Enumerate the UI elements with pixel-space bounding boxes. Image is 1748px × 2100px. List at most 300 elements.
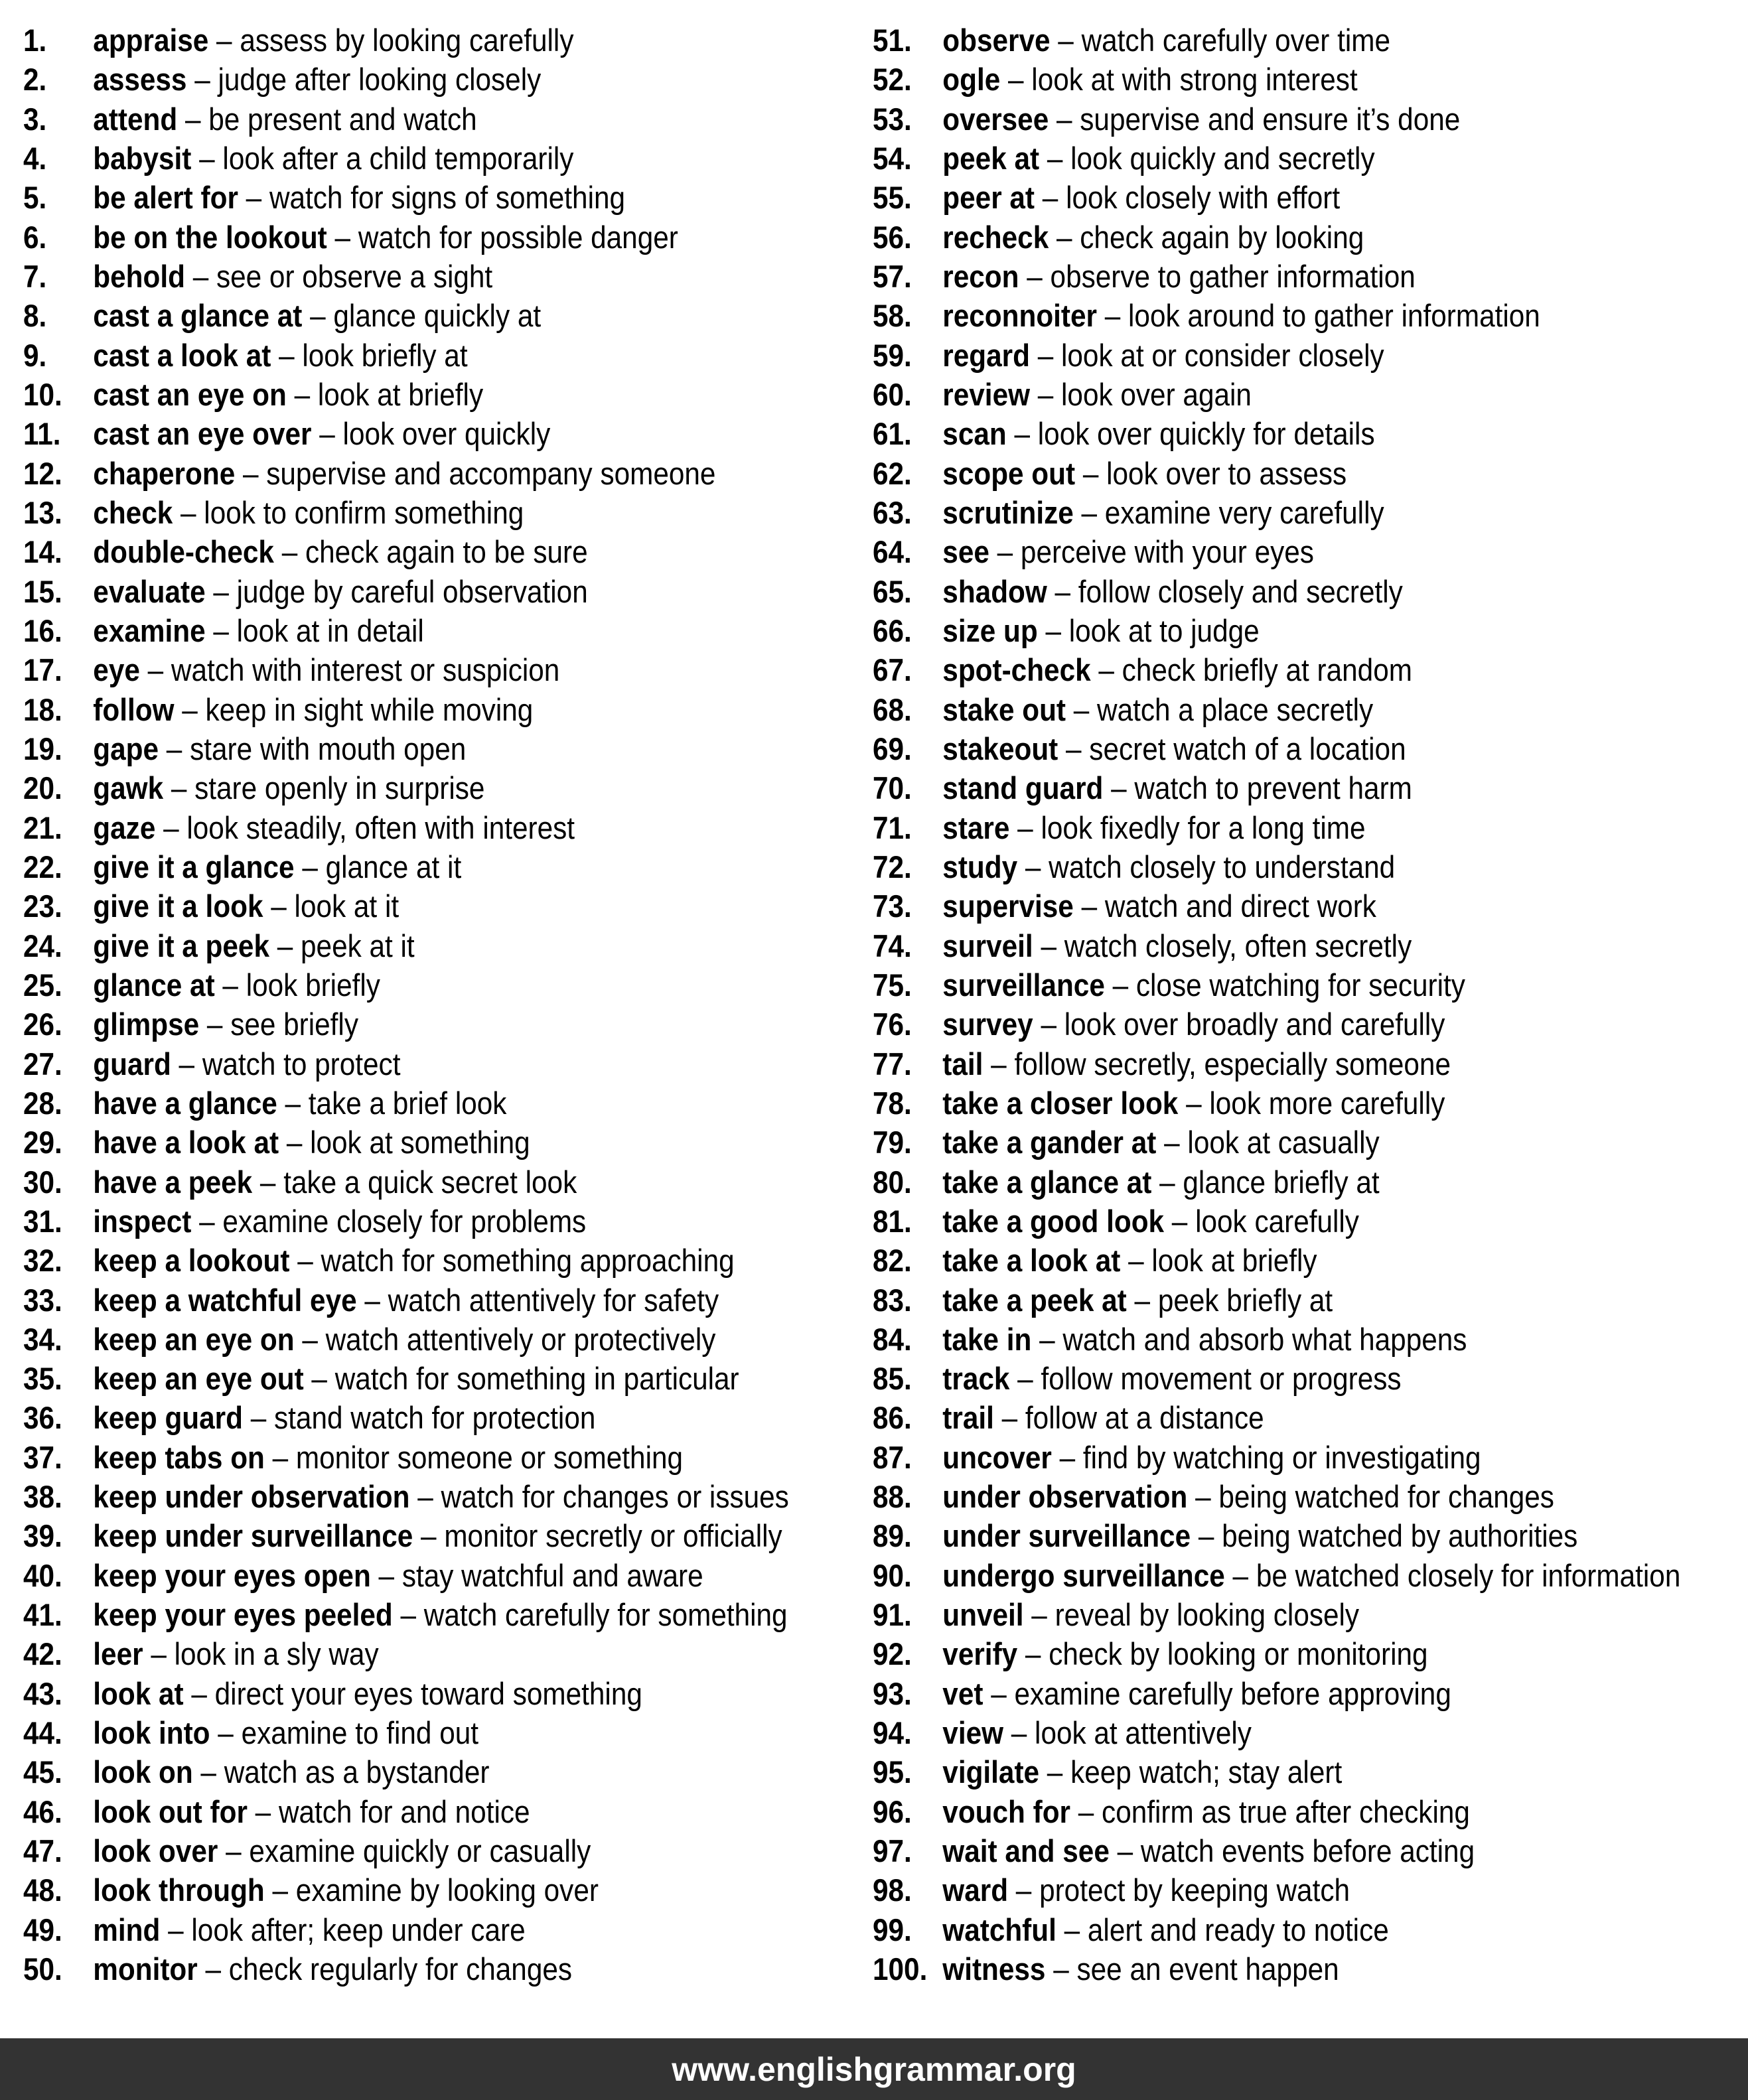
item-term: shadow bbox=[942, 573, 1047, 609]
item-definition: look over broadly and carefully bbox=[1064, 1007, 1445, 1042]
item-separator: – bbox=[1073, 888, 1105, 924]
item-term: track bbox=[942, 1361, 1010, 1397]
item-body bbox=[93, 808, 575, 847]
item-separator: – bbox=[177, 101, 209, 137]
list-item bbox=[23, 1202, 873, 1241]
item-term: give it a peek bbox=[93, 928, 269, 963]
item-term: appraise bbox=[93, 23, 209, 58]
item-separator: – bbox=[1058, 731, 1090, 766]
item-term: regard bbox=[942, 337, 1030, 373]
item-definition: be present and watch bbox=[208, 101, 477, 137]
item-separator: – bbox=[983, 1675, 1015, 1711]
word-list-column-left-inner bbox=[23, 21, 873, 1989]
item-term: observe bbox=[942, 23, 1051, 58]
item-separator: – bbox=[210, 1715, 242, 1751]
item-separator: – bbox=[1009, 809, 1041, 845]
item-definition: check again to be sure bbox=[305, 534, 588, 570]
item-term: babysit bbox=[93, 140, 192, 176]
item-separator: – bbox=[192, 1754, 224, 1790]
list-item bbox=[873, 336, 1748, 375]
list-item bbox=[873, 650, 1748, 689]
item-body bbox=[93, 493, 524, 532]
item-number: 53. bbox=[873, 101, 912, 137]
item-body bbox=[93, 1634, 378, 1673]
item-separator: – bbox=[186, 62, 218, 98]
item-definition: look over quickly for details bbox=[1037, 416, 1375, 452]
item-definition: being watched by authorities bbox=[1222, 1518, 1578, 1554]
list-item bbox=[873, 1241, 1748, 1280]
item-number: 43. bbox=[23, 1675, 62, 1711]
item-term: eye bbox=[93, 652, 140, 688]
item-number: 49. bbox=[23, 1912, 62, 1947]
item-body bbox=[942, 139, 1374, 178]
item-separator: – bbox=[242, 1400, 275, 1436]
item-number: 9. bbox=[23, 337, 47, 373]
item-definition: perceive with your eyes bbox=[1020, 534, 1314, 570]
item-separator: – bbox=[191, 140, 223, 176]
item-body bbox=[93, 1752, 489, 1791]
item-definition: watch closely, often secretly bbox=[1064, 928, 1412, 963]
item-separator: – bbox=[409, 1479, 441, 1515]
item-body bbox=[942, 1556, 1680, 1595]
item-body bbox=[93, 1084, 506, 1123]
item-term: recheck bbox=[942, 219, 1049, 255]
item-term: recon bbox=[942, 258, 1019, 294]
item-body bbox=[93, 1792, 530, 1831]
item-definition: watch events before acting bbox=[1140, 1833, 1475, 1869]
item-definition: check again by looking bbox=[1080, 219, 1364, 255]
item-separator: – bbox=[370, 1557, 402, 1593]
item-number: 24. bbox=[23, 928, 62, 963]
item-number: 68. bbox=[873, 691, 912, 727]
item-term: peek at bbox=[942, 140, 1040, 176]
item-term: be on the lookout bbox=[93, 219, 327, 255]
item-definition: look at something bbox=[310, 1125, 530, 1160]
item-body bbox=[942, 1359, 1401, 1398]
item-term: surveillance bbox=[942, 967, 1105, 1003]
item-separator: – bbox=[392, 1597, 424, 1633]
item-number: 36. bbox=[23, 1400, 62, 1436]
item-term: examine bbox=[93, 612, 206, 648]
item-body bbox=[93, 611, 424, 650]
item-number: 38. bbox=[23, 1479, 62, 1515]
item-body bbox=[942, 336, 1384, 375]
item-separator: – bbox=[1008, 1872, 1040, 1908]
item-separator: – bbox=[218, 1833, 250, 1869]
list-item bbox=[23, 1241, 873, 1280]
item-number: 37. bbox=[23, 1439, 62, 1475]
list-item bbox=[873, 257, 1748, 296]
list-item bbox=[23, 572, 873, 611]
item-term: spot-check bbox=[942, 652, 1091, 688]
item-body bbox=[93, 336, 467, 375]
item-number: 94. bbox=[873, 1715, 912, 1751]
item-separator: – bbox=[155, 809, 187, 845]
item-number: 5. bbox=[23, 180, 47, 216]
item-separator: – bbox=[1023, 1597, 1055, 1633]
item-definition: look at attentively bbox=[1035, 1715, 1252, 1751]
item-separator: – bbox=[1000, 62, 1032, 98]
item-term: keep a watchful eye bbox=[93, 1282, 357, 1318]
item-separator: – bbox=[235, 455, 267, 491]
item-number: 18. bbox=[23, 691, 62, 727]
item-definition: look at or consider closely bbox=[1060, 337, 1384, 373]
item-definition: watch carefully over time bbox=[1081, 23, 1391, 58]
item-number: 83. bbox=[873, 1282, 912, 1318]
item-definition: look over again bbox=[1061, 376, 1252, 412]
item-definition: reveal by looking closely bbox=[1055, 1597, 1360, 1633]
item-definition: confirm as true after checking bbox=[1102, 1793, 1470, 1829]
item-separator: – bbox=[1151, 1164, 1183, 1200]
list-item bbox=[873, 1831, 1748, 1870]
item-body bbox=[93, 847, 461, 886]
item-definition: watch for signs of something bbox=[269, 180, 626, 216]
item-number: 89. bbox=[873, 1518, 912, 1554]
item-term: cast an eye on bbox=[93, 376, 287, 412]
item-body bbox=[942, 296, 1540, 335]
item-body bbox=[942, 808, 1365, 847]
item-definition: look to confirm something bbox=[204, 494, 524, 530]
item-number: 63. bbox=[873, 494, 912, 530]
item-separator: – bbox=[1126, 1282, 1158, 1318]
item-body bbox=[942, 847, 1395, 886]
list-item bbox=[23, 296, 873, 335]
item-separator: – bbox=[286, 376, 318, 412]
item-term: take in bbox=[942, 1321, 1032, 1357]
list-item bbox=[873, 1870, 1748, 1910]
list-item bbox=[23, 1870, 873, 1910]
item-term: glance at bbox=[93, 967, 215, 1003]
list-item bbox=[873, 532, 1748, 571]
item-term: view bbox=[942, 1715, 1004, 1751]
item-number: 10. bbox=[23, 376, 62, 412]
list-item bbox=[873, 218, 1748, 257]
list-item bbox=[873, 139, 1748, 178]
item-number: 84. bbox=[873, 1321, 912, 1357]
list-item bbox=[23, 650, 873, 689]
item-definition: look at to judge bbox=[1068, 612, 1260, 648]
item-definition: watch to protect bbox=[202, 1046, 401, 1082]
item-number: 81. bbox=[873, 1203, 912, 1239]
list-item bbox=[873, 375, 1748, 414]
item-term: have a look at bbox=[93, 1125, 279, 1160]
item-term: chaperone bbox=[93, 455, 236, 491]
item-term: gawk bbox=[93, 770, 164, 806]
item-number: 61. bbox=[873, 416, 912, 452]
item-term: stake out bbox=[942, 691, 1066, 727]
item-definition: supervise and ensure it’s done bbox=[1080, 101, 1461, 137]
list-item bbox=[23, 690, 873, 729]
item-separator: – bbox=[1224, 1557, 1256, 1593]
item-body bbox=[93, 1005, 358, 1044]
item-number: 69. bbox=[873, 731, 912, 766]
item-body bbox=[93, 572, 587, 611]
item-number: 75. bbox=[873, 967, 912, 1003]
item-number: 64. bbox=[873, 534, 912, 570]
item-definition: being watched for changes bbox=[1218, 1479, 1554, 1515]
item-term: tail bbox=[942, 1046, 983, 1082]
item-definition: keep watch; stay alert bbox=[1070, 1754, 1343, 1790]
item-separator: – bbox=[277, 1085, 309, 1121]
item-number: 44. bbox=[23, 1715, 62, 1751]
item-term: monitor bbox=[93, 1951, 198, 1987]
item-body bbox=[93, 139, 573, 178]
item-body bbox=[942, 1713, 1252, 1752]
list-item bbox=[873, 1005, 1748, 1044]
item-number: 33. bbox=[23, 1282, 62, 1318]
item-term: cast an eye over bbox=[93, 416, 312, 452]
item-separator: – bbox=[205, 573, 237, 609]
item-term: cast a glance at bbox=[93, 298, 303, 334]
item-definition: check briefly at random bbox=[1122, 652, 1412, 688]
item-definition: glance quickly at bbox=[333, 298, 542, 334]
item-number: 72. bbox=[873, 849, 912, 884]
list-item bbox=[873, 886, 1748, 926]
item-definition: stare openly in surprise bbox=[194, 770, 485, 806]
item-number: 97. bbox=[873, 1833, 912, 1869]
item-body bbox=[93, 178, 625, 217]
item-body bbox=[942, 60, 1357, 99]
list-item bbox=[873, 1516, 1748, 1555]
item-separator: – bbox=[1031, 1321, 1063, 1357]
item-definition: watch closely to understand bbox=[1049, 849, 1396, 884]
item-term: surveil bbox=[942, 928, 1033, 963]
item-term: cast a look at bbox=[93, 337, 271, 373]
item-separator: – bbox=[238, 180, 269, 216]
item-definition: close watching for security bbox=[1135, 967, 1465, 1003]
item-term: trail bbox=[942, 1400, 994, 1436]
item-number: 32. bbox=[23, 1243, 62, 1279]
item-separator: – bbox=[1047, 573, 1078, 609]
item-definition: look at briefly bbox=[317, 376, 484, 412]
item-definition: follow secretly, especially someone bbox=[1014, 1046, 1451, 1082]
item-separator: – bbox=[1073, 494, 1105, 530]
item-number: 16. bbox=[23, 612, 62, 648]
item-definition: follow at a distance bbox=[1025, 1400, 1264, 1436]
item-body bbox=[942, 218, 1364, 257]
item-term: leer bbox=[93, 1636, 143, 1672]
item-term: look into bbox=[93, 1715, 210, 1751]
item-term: keep tabs on bbox=[93, 1439, 265, 1475]
item-number: 35. bbox=[23, 1361, 62, 1397]
list-item bbox=[23, 1556, 873, 1595]
item-term: review bbox=[942, 376, 1030, 412]
item-separator: – bbox=[197, 1951, 229, 1987]
item-term: double-check bbox=[93, 534, 274, 570]
item-body bbox=[942, 1281, 1333, 1320]
item-definition: assess by looking carefully bbox=[240, 23, 574, 58]
item-number: 31. bbox=[23, 1203, 62, 1239]
item-number: 92. bbox=[873, 1636, 912, 1672]
item-term: keep an eye on bbox=[93, 1321, 295, 1357]
list-item bbox=[873, 1634, 1748, 1673]
item-definition: take a quick secret look bbox=[283, 1164, 577, 1200]
item-term: verify bbox=[942, 1636, 1018, 1672]
item-separator: – bbox=[1103, 770, 1135, 806]
item-number: 8. bbox=[23, 298, 47, 334]
list-item bbox=[873, 493, 1748, 532]
item-number: 13. bbox=[23, 494, 62, 530]
item-term: take a good look bbox=[942, 1203, 1165, 1239]
item-body bbox=[942, 1831, 1475, 1870]
item-separator: – bbox=[174, 691, 206, 727]
item-body bbox=[93, 1595, 787, 1634]
item-body bbox=[93, 690, 533, 729]
item-definition: examine to find out bbox=[241, 1715, 478, 1751]
list-item bbox=[873, 1792, 1748, 1831]
item-term: size up bbox=[942, 612, 1038, 648]
list-item bbox=[23, 178, 873, 217]
item-body bbox=[942, 965, 1465, 1005]
item-body bbox=[93, 1241, 734, 1280]
item-term: under surveillance bbox=[942, 1518, 1191, 1554]
item-number: 25. bbox=[23, 967, 62, 1003]
list-item bbox=[23, 611, 873, 650]
item-body bbox=[942, 1477, 1554, 1516]
item-number: 50. bbox=[23, 1951, 62, 1987]
item-term: ward bbox=[942, 1872, 1009, 1908]
item-term: gape bbox=[93, 731, 159, 766]
item-term: glimpse bbox=[93, 1007, 200, 1042]
item-term: reconnoiter bbox=[942, 298, 1097, 334]
item-number: 23. bbox=[23, 888, 62, 924]
item-number: 39. bbox=[23, 1518, 62, 1554]
item-body bbox=[942, 690, 1373, 729]
item-body bbox=[942, 1595, 1359, 1634]
item-separator: – bbox=[264, 1439, 296, 1475]
item-term: uncover bbox=[942, 1439, 1052, 1475]
item-term: keep under surveillance bbox=[93, 1518, 413, 1554]
item-term: wait and see bbox=[942, 1833, 1110, 1869]
item-term: behold bbox=[93, 258, 185, 294]
list-item bbox=[873, 1438, 1748, 1477]
item-separator: – bbox=[1090, 652, 1122, 688]
item-body bbox=[942, 1674, 1451, 1713]
item-number: 90. bbox=[873, 1557, 912, 1593]
item-body bbox=[93, 218, 678, 257]
item-number: 34. bbox=[23, 1321, 62, 1357]
item-separator: – bbox=[1178, 1085, 1210, 1121]
list-item bbox=[23, 60, 873, 99]
item-separator: – bbox=[1187, 1479, 1219, 1515]
list-item bbox=[873, 808, 1748, 847]
item-body bbox=[942, 454, 1347, 493]
list-item bbox=[873, 178, 1748, 217]
item-number: 45. bbox=[23, 1754, 62, 1790]
footer-url: www.englishgrammar.org bbox=[672, 2050, 1076, 2088]
list-item bbox=[23, 1044, 873, 1084]
item-body bbox=[93, 1831, 591, 1870]
item-body bbox=[942, 1044, 1451, 1084]
list-item bbox=[23, 1398, 873, 1437]
list-item bbox=[873, 729, 1748, 768]
item-definition: examine by looking over bbox=[295, 1872, 599, 1908]
item-definition: look steadily, often with interest bbox=[186, 809, 575, 845]
item-term: take a look at bbox=[942, 1243, 1121, 1279]
item-term: oversee bbox=[942, 101, 1049, 137]
item-separator: – bbox=[413, 1518, 445, 1554]
item-term: look over bbox=[93, 1833, 218, 1869]
item-definition: protect by keeping watch bbox=[1039, 1872, 1350, 1908]
item-definition: watch for something approaching bbox=[321, 1243, 735, 1279]
item-body bbox=[93, 1398, 595, 1437]
item-term: watchful bbox=[942, 1912, 1056, 1947]
list-item bbox=[23, 1320, 873, 1359]
item-body bbox=[942, 768, 1412, 807]
item-term: take a gander at bbox=[942, 1125, 1157, 1160]
list-item bbox=[873, 1752, 1748, 1791]
item-definition: look carefully bbox=[1195, 1203, 1359, 1239]
item-term: guard bbox=[93, 1046, 171, 1082]
item-separator: – bbox=[183, 1675, 215, 1711]
item-separator: – bbox=[1003, 1715, 1035, 1751]
item-definition: watch carefully for something bbox=[423, 1597, 788, 1633]
item-term: gaze bbox=[93, 809, 156, 845]
item-separator: – bbox=[271, 337, 303, 373]
item-separator: – bbox=[1039, 1754, 1071, 1790]
item-number: 21. bbox=[23, 809, 62, 845]
item-number: 88. bbox=[873, 1479, 912, 1515]
item-body bbox=[942, 1910, 1388, 1949]
item-separator: – bbox=[1045, 1951, 1077, 1987]
list-item bbox=[23, 1792, 873, 1831]
list-item bbox=[23, 1831, 873, 1870]
item-body bbox=[93, 729, 466, 768]
item-term: vet bbox=[942, 1675, 983, 1711]
item-definition: look over to assess bbox=[1106, 455, 1347, 491]
list-item bbox=[23, 1162, 873, 1202]
list-item bbox=[873, 572, 1748, 611]
item-number: 28. bbox=[23, 1085, 62, 1121]
item-definition: watch attentively or protectively bbox=[325, 1321, 716, 1357]
item-definition: check regularly for changes bbox=[228, 1951, 573, 1987]
item-definition: take a brief look bbox=[308, 1085, 507, 1121]
list-item bbox=[873, 100, 1748, 139]
item-number: 17. bbox=[23, 652, 62, 688]
item-definition: look fixedly for a long time bbox=[1041, 809, 1366, 845]
item-body bbox=[942, 572, 1403, 611]
item-term: keep an eye out bbox=[93, 1361, 304, 1397]
item-definition: be watched closely for information bbox=[1256, 1557, 1681, 1593]
item-body bbox=[93, 965, 380, 1005]
item-term: supervise bbox=[942, 888, 1074, 924]
item-number: 70. bbox=[873, 770, 912, 806]
item-number: 41. bbox=[23, 1597, 62, 1633]
list-item bbox=[873, 21, 1748, 60]
item-definition: look in a sly way bbox=[174, 1636, 379, 1672]
item-definition: judge by careful observation bbox=[236, 573, 588, 609]
list-item bbox=[23, 1438, 873, 1477]
item-body bbox=[942, 1084, 1445, 1123]
item-separator: – bbox=[1051, 1439, 1083, 1475]
item-definition: watch attentively for safety bbox=[388, 1282, 719, 1318]
item-separator: – bbox=[989, 534, 1021, 570]
item-definition: follow movement or progress bbox=[1041, 1361, 1402, 1397]
item-separator: – bbox=[184, 258, 216, 294]
item-body bbox=[93, 1123, 530, 1162]
item-term: be alert for bbox=[93, 180, 238, 216]
item-term: scope out bbox=[942, 455, 1076, 491]
list-item bbox=[873, 1910, 1748, 1949]
item-body bbox=[93, 926, 414, 965]
item-body bbox=[942, 1162, 1379, 1202]
item-definition: stare with mouth open bbox=[190, 731, 467, 766]
item-body bbox=[93, 296, 541, 335]
item-body bbox=[942, 1516, 1577, 1555]
item-term: witness bbox=[942, 1951, 1046, 1987]
item-definition: observe to gather information bbox=[1050, 258, 1416, 294]
item-definition: alert and ready to notice bbox=[1087, 1912, 1389, 1947]
